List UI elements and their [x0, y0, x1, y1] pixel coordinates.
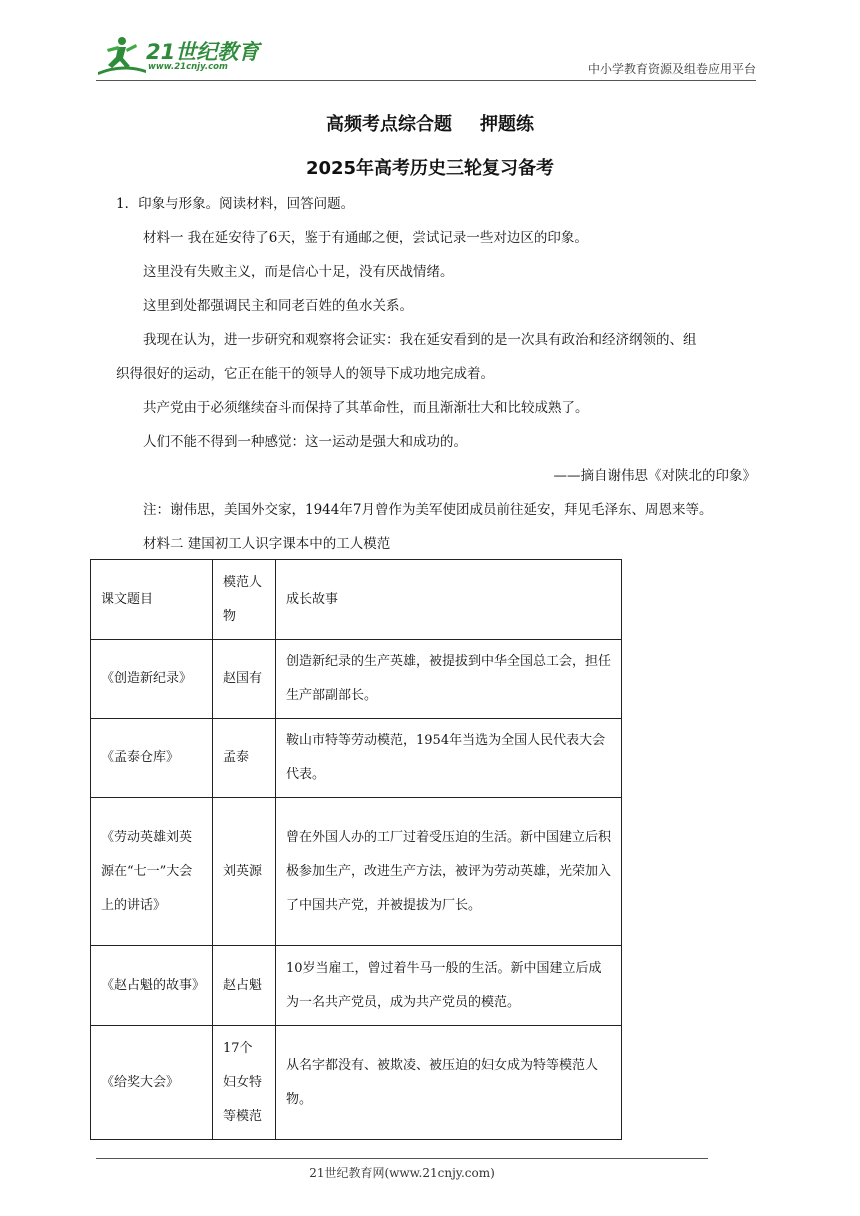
title-part-1: 高频考点综合题 — [326, 114, 452, 135]
header-cell-person: 模范人物 — [213, 560, 276, 640]
material1-p4-line1: 我现在认为，进一步研究和观察将会证实：我在延安看到的是一次具有政治和经济纲领的、组 — [143, 332, 697, 348]
cell-person: 赵国有 — [213, 640, 276, 719]
table-row — [91, 946, 622, 1026]
cell-story: 鞍山市特等劳动模范，1954年当选为全国人民代表大会代表。 — [276, 719, 622, 798]
cell-story: 创造新纪录的生产英雄，被提拔到中华全国总工会，担任生产部副部长。 — [276, 640, 622, 719]
table-row — [91, 719, 622, 798]
logo-url: www.21cnjy.com — [148, 62, 228, 72]
page-header — [96, 34, 756, 80]
material1-note: 注：谢伟思，美国外交家，1944年7月曾作为美军使团成员前往延安，拜见毛泽东、周恩来等。 — [143, 502, 713, 518]
model-workers-table — [90, 559, 622, 1140]
header-divider — [96, 80, 756, 81]
table-row — [91, 1026, 622, 1140]
cell-story: 10岁当雇工，曾过着牛马一般的生活。新中国建立后成为一名共产党员，成为共产党员的模范。 — [276, 946, 622, 1026]
header-platform-name: 中小学教育资源及组卷应用平台 — [587, 62, 756, 76]
cell-story: 从名字都没有、被欺凌、被压迫的妇女成为特等模范人物。 — [276, 1026, 622, 1140]
cell-person: 17个妇女特等模范 — [213, 1026, 276, 1140]
cell-title: 《赵占魁的故事》 — [91, 946, 213, 1026]
table-header-row — [91, 560, 622, 640]
footer-divider — [96, 1158, 708, 1159]
material1-p4-line2: 织得很好的运动，它正在能干的领导人的领导下成功地完成着。 — [116, 366, 494, 382]
table-row — [91, 798, 622, 946]
material1-source: ——摘自谢伟思《对陕北的印象》 — [553, 468, 756, 484]
cell-title: 《创造新纪录》 — [91, 640, 213, 719]
page-subtitle: 2025年高考历史三轮复习备考 — [305, 158, 555, 179]
material2-intro: 材料二 建国初工人识字课本中的工人模范 — [143, 536, 391, 552]
material1-p3: 这里到处都强调民主和同老百姓的鱼水关系。 — [143, 298, 413, 314]
table-row — [91, 640, 622, 719]
cell-title: 《给奖大会》 — [91, 1026, 213, 1140]
material1-p1: 材料一 我在延安待了6天，鉴于有通邮之便，尝试记录一些对边区的印象。 — [143, 230, 588, 246]
material1-p5: 共产党由于必须继续奋斗而保持了其革命性，而且渐渐壮大和比较成熟了。 — [143, 400, 589, 416]
header-cell-story: 成长故事 — [276, 560, 622, 640]
cell-title: 《劳动英雄刘英源在“七一”大会上的讲话》 — [91, 798, 213, 946]
runner-logo-icon — [96, 34, 148, 78]
question-stem: 1．印象与形象。阅读材料，回答问题。 — [116, 196, 355, 212]
logo — [96, 34, 266, 78]
cell-person: 孟泰 — [213, 719, 276, 798]
cell-person: 赵占魁 — [213, 946, 276, 1026]
cell-title: 《孟泰仓库》 — [91, 719, 213, 798]
material1-p2: 这里没有失败主义，而是信心十足，没有厌战情绪。 — [143, 264, 454, 280]
header-cell-title: 课文题目 — [91, 560, 213, 640]
material1-p6: 人们不能不得到一种感觉：这一运动是强大和成功的。 — [143, 434, 467, 450]
cell-story: 曾在外国人办的工厂过着受压迫的生活。新中国建立后积极参加生产，改进生产方法，被评为劳动英雄，光荣加入了中国共产党，并被提拔为厂长。 — [276, 798, 622, 946]
title-part-2: 押题练 — [480, 114, 534, 135]
footer-text: 21世纪教育网(www.21cnjy.com) — [309, 1166, 495, 1180]
page-title — [0, 110, 860, 136]
logo-text: 21世纪教育 — [146, 40, 260, 64]
cell-person: 刘英源 — [213, 798, 276, 946]
